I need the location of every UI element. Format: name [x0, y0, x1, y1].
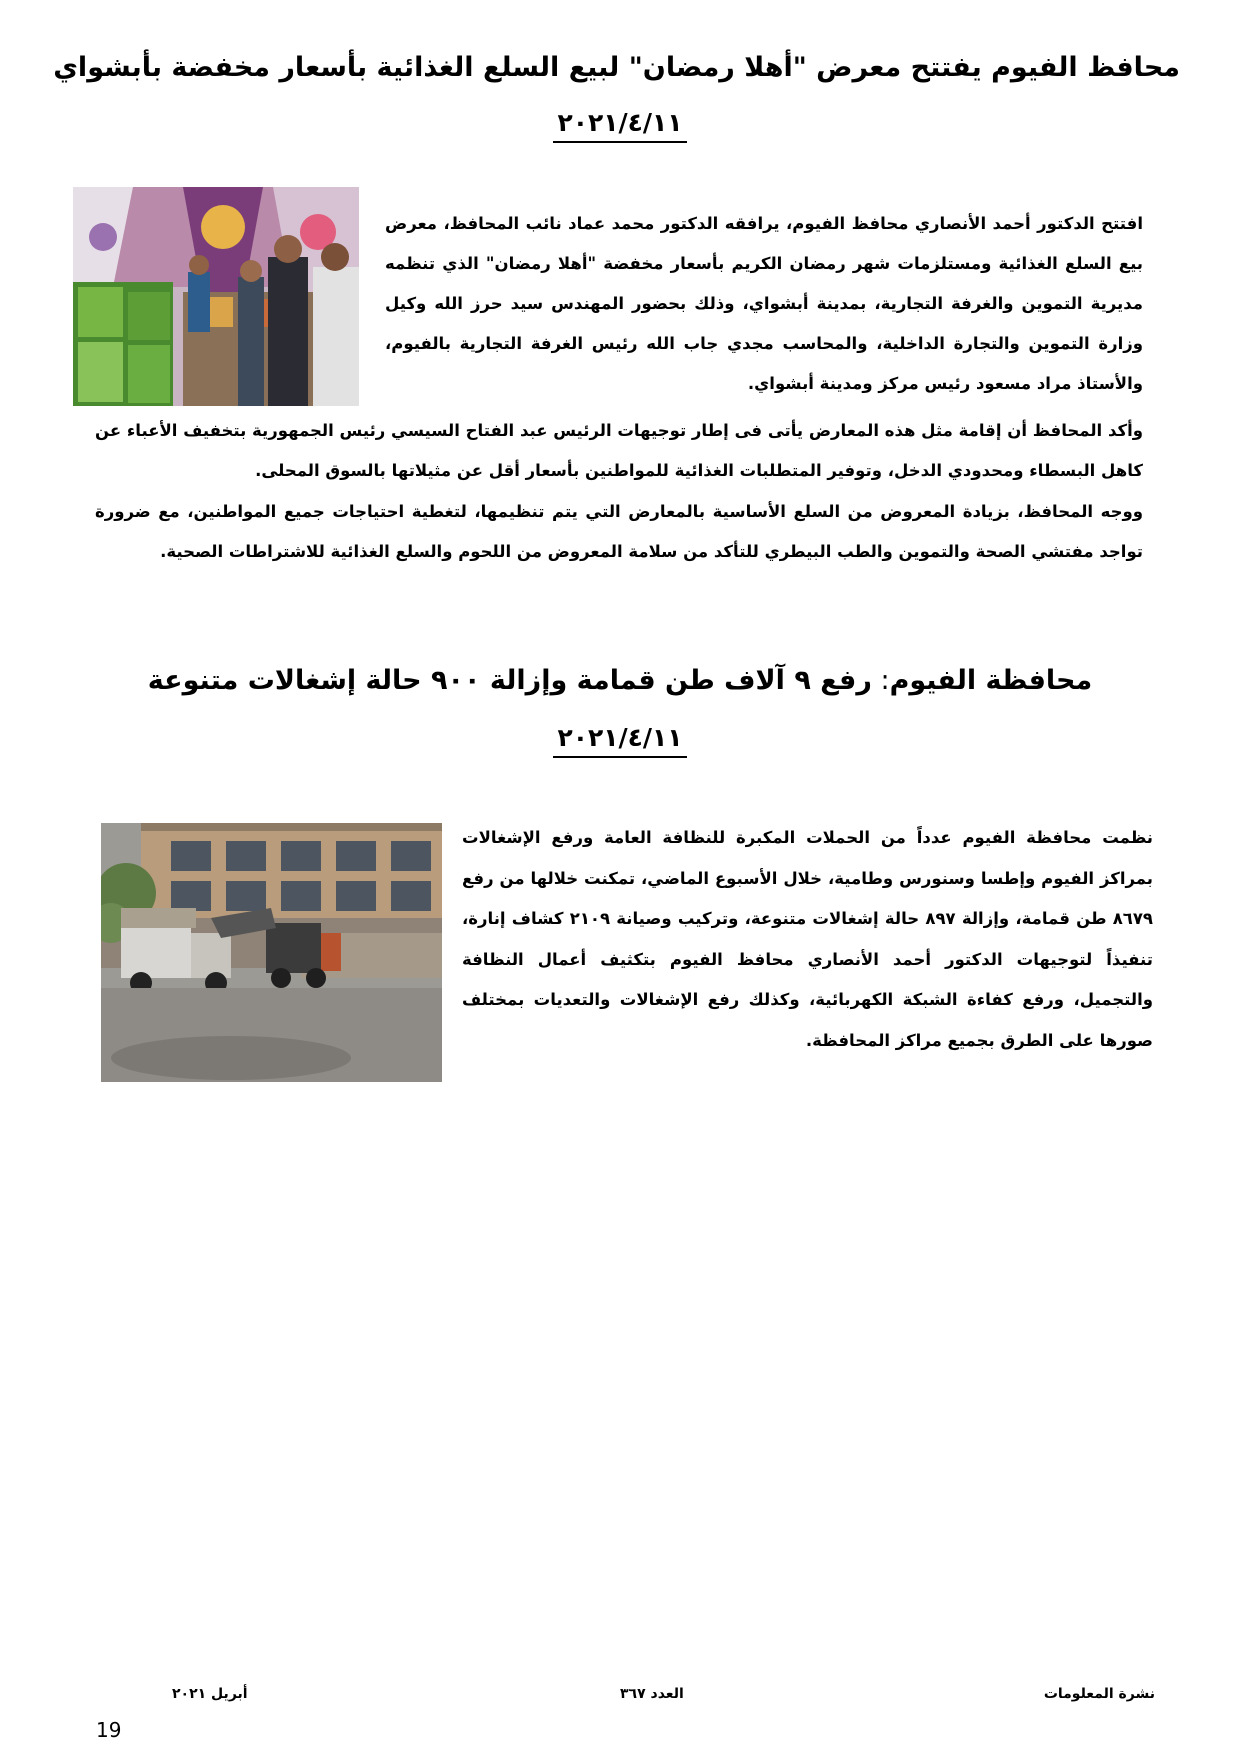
article1-paragraph-3: ووجه المحافظ، بزيادة المعروض من السلع الأساسية بالمعارض التي يتم تنظيمها، لتغطية احتياجات جميع المواطنين، مع ضرورة تواجد مفتشي الصحة والتموين والطب البيطري للتأكد من سلامة المعروض من اللحوم والسلع الغذائية للاشتراطات الصحية. [95, 502, 1143, 561]
article2-headline-rest: رفع ٩ آلاف طن قمامة وإزالة ٩٠٠ حالة إشغالات متنوعة [147, 665, 872, 696]
page-number: 19 [96, 1718, 122, 1742]
cleaning-campaign-image [101, 823, 442, 1082]
footer-publication: نشرة المعلومات [1043, 1686, 1155, 1702]
article2-headline [60, 665, 1180, 696]
article1-date [0, 108, 1240, 137]
headline-colon: : [871, 665, 890, 696]
article2-paragraph: نظمت محافظة الفيوم عدداً من الحملات المكبرة للنظافة العامة ورفع الإشغالات بمراكز الفيوم وإطسا وسنورس وطامية، خلال الأسبوع الماضي، تمكنت خلالها من رفع ٨٦٧٩ طن قمامة، وإزالة ٨٩٧ حالة إشغالات متنوعة، وتركيب وصيانة ٢١٠٩ كشاف إنارة، تنفيذاً لتوجيهات الدكتور أحمد الأنصاري محافظ الفيوم بتكثيف أعمال النظافة والتجميل، ورفع كفاءة الشبكة الكهربائية، وكذلك رفع الإشغالات والتعديات بمختلف صورها على الطرق بجميع مراكز المحافظة. [462, 828, 1154, 1050]
article2-date [0, 723, 1240, 752]
article1-headline: محافظ الفيوم يفتتح معرض "أهلا رمضان" لبيع السلع الغذائية بأسعار مخفضة بأبشواي [53, 52, 1180, 83]
article2-date-text: ٢٠٢١/٤/١١ [553, 723, 686, 758]
ramadan-exhibition-photo [73, 187, 359, 406]
article2-headline-prefix: محافظة الفيوم [889, 665, 1093, 696]
article1-date-text: ٢٠٢١/٤/١١ [553, 108, 686, 143]
footer-issue: العدد ٣٦٧ [620, 1686, 684, 1702]
footer-month: أبريل ٢٠٢١ [172, 1686, 248, 1702]
article1-paragraph-2: وأكد المحافظ أن إقامة مثل هذه المعارض يأتى فى إطار توجيهات الرئيس عبد الفتاح السيسي رئيس الجمهورية بتخفيف الأعباء عن كاهل البسطاء ومحدودي الدخل، وتوفير المتطلبات الغذائية للمواطنين بأسعار أقل عن مثيلاتها بالسوق المحلى. [95, 421, 1143, 480]
article1-paragraph-1: افتتح الدكتور أحمد الأنصاري محافظ الفيوم، يرافقه الدكتور محمد عماد نائب المحافظ، معرض بيع السلع الغذائية ومستلزمات شهر رمضان الكريم بأسعار مخفضة "أهلا رمضان" الذي تنظمه مديرية التموين والغرفة التجارية، بمدينة أبشواي، وذلك بحضور المهندس سيد حرز الله وكيل وزارة التموين والتجارة الداخلية، والمحاسب مجدي جاب الله رئيس الغرفة التجارية بالفيوم، والأستاذ مراد مسعود رئيس مركز ومدينة أبشواي. [385, 214, 1143, 393]
ramadan-exhibition-image [73, 187, 359, 406]
cleaning-campaign-photo [101, 823, 442, 1082]
